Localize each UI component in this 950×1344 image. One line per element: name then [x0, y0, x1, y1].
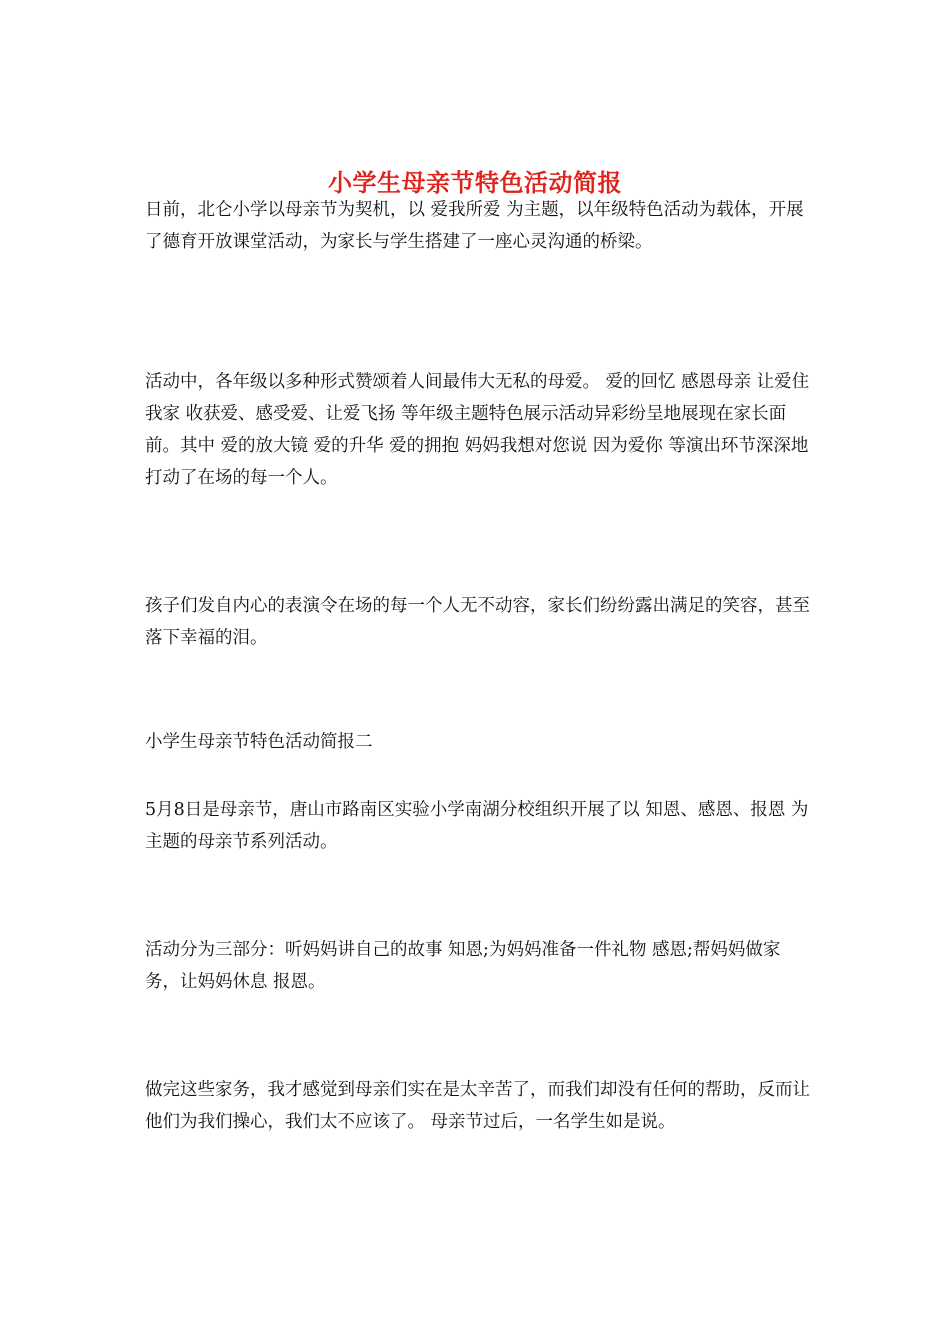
paragraph-student-quote: 做完这些家务，我才感觉到母亲们实在是太辛苦了，而我们却没有任何的帮助，反而让他们为我们操心，我们太不应该了。 母亲节过后，一名学生如是说。 — [145, 1080, 810, 1132]
paragraph-intro: 日前，北仑小学以母亲节为契机，以 爱我所爱 为主题，以年级特色活动为载体，开展了德育开放课堂活动，为家长与学生搭建了一座心灵沟通的桥梁。 — [145, 200, 804, 252]
paragraph-may-8: 5月8日是母亲节，唐山市路南区实验小学南湖分校组织开展了以 知恩、感恩、报恩 为主题的母亲节系列活动。 — [145, 800, 809, 852]
paragraph-three-parts: 活动分为三部分：听妈妈讲自己的故事 知恩;为妈妈准备一件礼物 感恩;帮妈妈做家务，让妈妈休息 报恩。 — [145, 940, 781, 992]
document-title: 小学生母亲节特色活动简报 — [328, 168, 622, 198]
paragraph-activities: 活动中，各年级以多种形式赞颂着人间最伟大无私的母爱。 爱的回忆 感恩母亲 让爱住我家 收获爱、感受爱、让爱飞扬 等年级主题特色展示活动异彩纷呈地展现在家长面前。其中 爱的放大镜 爱的升华 爱的拥抱 妈妈我想对您说 因为爱你 等演出环节深深地打动了在场的每一个人。 — [145, 372, 810, 488]
paragraph-children-performance: 孩子们发自内心的表演令在场的每一个人无不动容，家长们纷纷露出满足的笑容，甚至落下幸福的泪。 — [145, 596, 810, 648]
section-subtitle: 小学生母亲节特色活动简报二 — [145, 732, 373, 752]
